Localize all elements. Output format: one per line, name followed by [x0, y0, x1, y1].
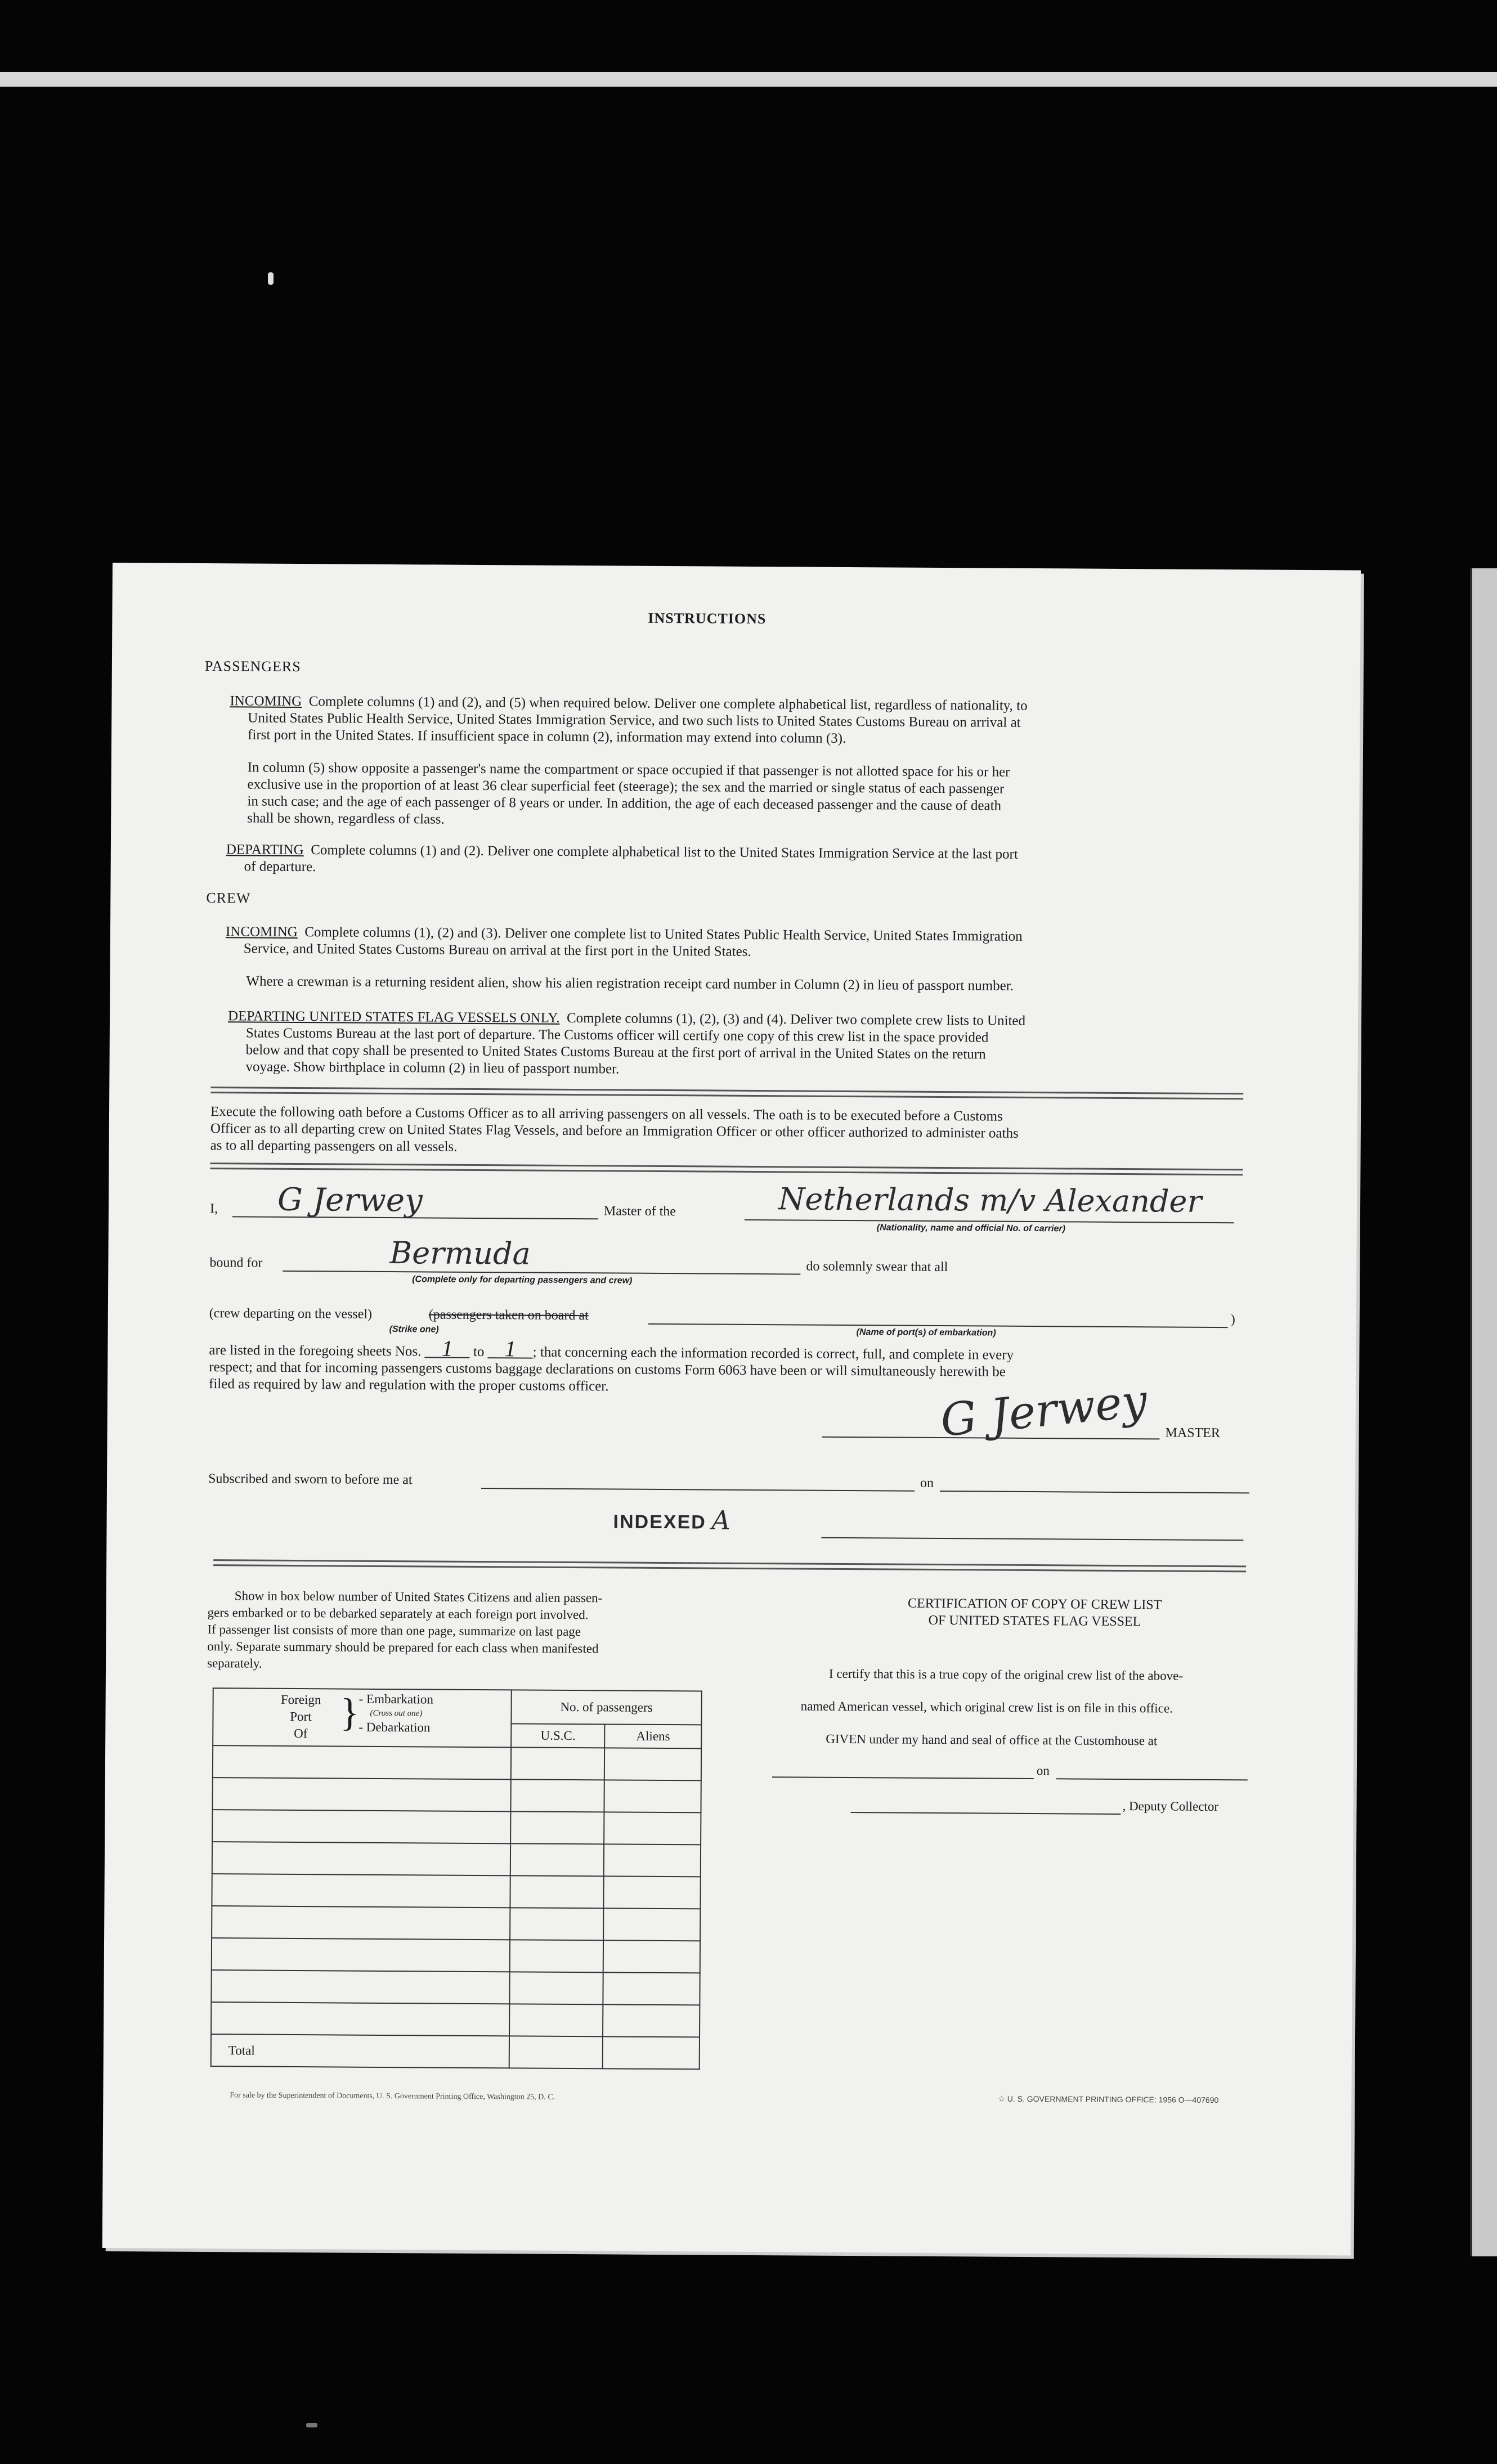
crew-departing-para — [227, 1008, 1025, 1080]
adjacent-page-edge — [1470, 568, 1497, 2256]
master-of-label: Master of the — [603, 1204, 676, 1219]
summary-line: only. Separate summary should be prepared for each class when manifested — [207, 1639, 599, 1656]
listed-prefix: are listed in the foregoing sheets Nos. — [209, 1343, 422, 1359]
listed-para — [209, 1335, 1014, 1398]
cert-line-2: named American vessel, which original crew list is on file in this office. — [800, 1699, 1173, 1716]
table-row — [212, 1874, 700, 1909]
sworn-place-line — [481, 1488, 915, 1492]
port-cell[interactable] — [211, 2002, 509, 2036]
passengers-taken-option: (passengers taken on board at — [428, 1307, 589, 1323]
table-row — [213, 1745, 701, 1780]
oath-intro-line: Officer as to all departing crew on United States Flag Vessels, and before an Immigration Officer or other officer authorized to administer oaths — [210, 1121, 1019, 1141]
usc-cell[interactable] — [509, 1972, 603, 2004]
total-row — [211, 2034, 700, 2069]
pass-departing-line: Complete columns (1) and (2). Deliver one complete alphabetical list to the United States Immigration Service at the last port — [311, 842, 1018, 862]
aliens-cell[interactable] — [604, 1876, 701, 1909]
aliens-cell[interactable] — [603, 2004, 700, 2037]
destination-caption: (Complete only for departing passengers and crew) — [412, 1274, 633, 1286]
pass-col5-line: shall be shown, regardless of class. — [247, 810, 445, 827]
indexed-mark: A — [711, 1505, 731, 1536]
destination-line — [283, 1271, 800, 1275]
crew-departing-line: below and that copy shall be presented to United States Customs Bureau at the first port of arrival in the United States on the return — [245, 1042, 986, 1062]
crew-departing-line: Complete columns (1), (2), (3) and (4). Deliver two complete crew lists to United — [566, 1010, 1026, 1029]
form-page — [102, 563, 1361, 2255]
pass-incoming-line: Complete columns (1) and (2), and (5) when required below. Deliver one complete alphabetical list, regardless of nationality, to — [308, 694, 1028, 713]
foreign-label: Foreign — [280, 1692, 321, 1707]
master-signature: G Jerwey — [938, 1374, 1150, 1447]
close-paren: ) — [1230, 1312, 1235, 1327]
oath-intro-line: Execute the following oath before a Customs Officer as to all arriving passengers on all vessels. The oath is to be executed before a Customs — [210, 1104, 1003, 1124]
usc-header: U.S.C. — [511, 1724, 605, 1748]
embark-port-line — [648, 1323, 1228, 1328]
crew-incoming-line: Complete columns (1), (2) and (3). Deliver one complete list to United States Public Health Service, United States Immigration — [304, 924, 1023, 944]
pass-incoming-label: INCOMING — [230, 693, 302, 710]
listed-suffix: ; that concerning each the information recorded is correct, full, and complete in every — [532, 1344, 1014, 1363]
port-cell[interactable] — [212, 1874, 510, 1908]
pass-departing-line: of departure. — [244, 859, 316, 875]
usc-cell[interactable] — [511, 1747, 605, 1780]
destination-handwritten: Bermuda — [389, 1235, 531, 1272]
passengers-heading: PASSENGERS — [204, 658, 301, 675]
usc-cell[interactable] — [510, 1940, 604, 1972]
port-cell[interactable] — [212, 1938, 510, 1972]
certification-title — [860, 1595, 1209, 1631]
table-row — [211, 2002, 700, 2037]
crew-departing-option: (crew departing on the vessel) — [209, 1306, 373, 1322]
table-row — [212, 1842, 701, 1877]
sheet-to-handwritten: 1 — [488, 1340, 533, 1358]
summary-line: If passenger list consists of more than one page, summarize on last page — [207, 1622, 581, 1639]
film-edge-strip — [0, 72, 1497, 87]
table-row — [211, 1970, 700, 2005]
summary-line: separately. — [207, 1656, 262, 1671]
pass-col5-line: in such case; and the age of each passenger of 8 years or under. In addition, the age of each deceased passenger and the cause of death — [247, 793, 1002, 814]
deputy-signature-line — [850, 1812, 1120, 1815]
aliens-header: Aliens — [605, 1724, 702, 1748]
listed-line: respect; and that for incoming passengers customs baggage declarations on customs Form 6063 have been or will simultaneously herewith be — [209, 1359, 1006, 1380]
oath-intro-line: as to all departing passengers on all vessels. — [210, 1138, 458, 1155]
on-label: on — [920, 1475, 934, 1491]
film-speck — [306, 2423, 317, 2427]
footer-right: ☆ U. S. GOVERNMENT PRINTING OFFICE: 1956 O—407690 — [998, 2094, 1219, 2105]
aliens-cell[interactable] — [604, 1908, 701, 1941]
deputy-collector-label: , Deputy Collector — [1122, 1799, 1219, 1814]
port-label: Port — [290, 1709, 312, 1724]
pass-incoming-line: first port in the United States. If insufficient space in column (2), information may extend into column (3). — [248, 727, 846, 746]
of-label: Of — [294, 1726, 308, 1741]
table-row — [212, 1906, 700, 1941]
aliens-cell[interactable] — [604, 1844, 701, 1877]
aliens-cell[interactable] — [604, 1812, 701, 1844]
pass-incoming-para — [230, 693, 1028, 748]
usc-cell[interactable] — [510, 1843, 604, 1876]
cert-title-line: CERTIFICATION OF COPY OF CREW LIST — [908, 1596, 1162, 1613]
usc-cell[interactable] — [510, 1811, 604, 1844]
strike-caption: (Strike one) — [389, 1325, 439, 1335]
total-aliens-cell[interactable] — [603, 2036, 700, 2069]
summary-line: gers embarked or to be debarked separately at each foreign port involved. — [207, 1605, 589, 1622]
table-row — [212, 1778, 701, 1812]
aliens-cell[interactable] — [604, 1780, 701, 1812]
port-caption: (Name of port(s) of embarkation) — [856, 1327, 996, 1338]
crew-departing-line: voyage. Show birthplace in column (2) in lieu of passport number. — [245, 1059, 620, 1077]
section-rule — [210, 1087, 1243, 1099]
cert-text: I certify that this is a true copy of the original crew list of the above- — [828, 1666, 1184, 1683]
cert-date-line — [1056, 1778, 1248, 1780]
aliens-cell[interactable] — [604, 1748, 701, 1780]
swear-text: do solemnly swear that all — [806, 1259, 948, 1275]
instructions-title: INSTRUCTIONS — [648, 609, 767, 627]
usc-cell[interactable] — [510, 1779, 604, 1812]
sworn-date-line — [940, 1491, 1249, 1493]
pass-departing-para — [226, 841, 1018, 880]
footer-left: For sale by the Superintendent of Documents, U. S. Government Printing Office, Washington 25, D. C. — [230, 2091, 555, 2102]
vessel-caption: (Nationality, name and official No. of carrier) — [876, 1223, 1066, 1234]
no-of-passengers-header: No. of passengers — [511, 1690, 701, 1725]
foreign-port-table — [210, 1687, 702, 2070]
crew-heading: CREW — [206, 890, 251, 906]
customhouse-line — [772, 1776, 1034, 1779]
summary-line: Show in box below number of United States Citizens and alien passen- — [234, 1588, 603, 1605]
crew-departing-label: DEPARTING UNITED STATES FLAG VESSELS ONLY. — [227, 1008, 560, 1026]
port-cell[interactable] — [212, 1810, 510, 1843]
port-cell[interactable] — [212, 1906, 510, 1940]
usc-cell[interactable] — [510, 1908, 604, 1940]
cert-line-3: GIVEN under my hand and seal of office at the Customhouse at — [826, 1731, 1158, 1748]
master-name-handwritten: G Jerwey — [277, 1181, 423, 1219]
cert-line-1 — [801, 1666, 1183, 1685]
crew-resident-line: Where a crewman is a returning resident alien, show his alien registration receipt card number in Column (2) in lieu of passport number. — [246, 973, 1014, 994]
usc-cell[interactable] — [510, 1875, 604, 1908]
master-label: MASTER — [1165, 1425, 1221, 1441]
pass-col5-line: In column (5) show opposite a passenger's name the compartment or space occupied if that passenger is not allotted space for his or her — [247, 760, 1010, 780]
table-row — [212, 1938, 700, 1973]
pass-departing-label: DEPARTING — [226, 842, 304, 858]
crew-incoming-para — [226, 923, 1023, 962]
to-label: to — [473, 1344, 485, 1360]
vessel-handwritten: Netherlands m/v Alexander — [778, 1181, 1202, 1219]
i-label: I, — [209, 1201, 218, 1217]
cert-on-label: on — [1036, 1763, 1050, 1778]
film-speck — [268, 272, 274, 285]
oath-intro-para — [210, 1103, 1019, 1159]
pass-col5-para — [247, 759, 1010, 831]
section-rule — [210, 1163, 1243, 1175]
port-cell[interactable] — [212, 1778, 510, 1811]
foreign-port-header — [213, 1688, 512, 1747]
pass-incoming-line: United States Public Health Service, United States Immigration Service, and two such lists to United States Customs Bureau on arrival at — [248, 710, 1021, 730]
cross-out-caption: (Cross out one) — [370, 1708, 423, 1718]
crew-incoming-label: INCOMING — [225, 924, 298, 940]
total-label: Total — [211, 2034, 509, 2068]
listed-line: filed as required by law and regulation with the proper customs officer. — [209, 1376, 609, 1394]
embarkation-label: - Embarkation — [358, 1691, 433, 1707]
aliens-cell[interactable] — [603, 1940, 700, 1973]
crew-departing-line: States Customs Bureau at the last port of departure. The Customs officer will certify one copy of this crew list in the space provided — [245, 1025, 989, 1045]
cert-title-line: OF UNITED STATES FLAG VESSEL — [928, 1613, 1141, 1630]
pass-col5-line: exclusive use in the proportion of at least 36 clear superficial feet (steerage); the sex and the married or single status of each passenger — [247, 777, 1005, 797]
indexed-stamp: INDEXED — [613, 1511, 706, 1533]
crew-incoming-line: Service, and United States Customs Bureau on arrival at the first port in the United States. — [243, 941, 751, 959]
section-rule — [213, 1559, 1246, 1572]
officer-signature-line — [821, 1537, 1243, 1541]
subscribed-label: Subscribed and sworn to before me at — [208, 1471, 413, 1488]
debarkation-label: - Debarkation — [358, 1720, 431, 1735]
summary-instructions — [207, 1587, 602, 1674]
aliens-cell[interactable] — [603, 1972, 700, 2005]
bound-for-label: bound for — [209, 1255, 263, 1271]
table-row — [212, 1810, 701, 1844]
brace-glyph: } — [340, 1691, 360, 1735]
port-cell[interactable] — [211, 1970, 509, 2004]
sheet-from-handwritten: 1 — [425, 1340, 470, 1358]
port-cell[interactable] — [213, 1745, 511, 1779]
port-cell[interactable] — [212, 1842, 510, 1875]
vessel-line — [745, 1219, 1234, 1223]
total-usc-cell[interactable] — [509, 2036, 603, 2068]
usc-cell[interactable] — [509, 2004, 603, 2036]
